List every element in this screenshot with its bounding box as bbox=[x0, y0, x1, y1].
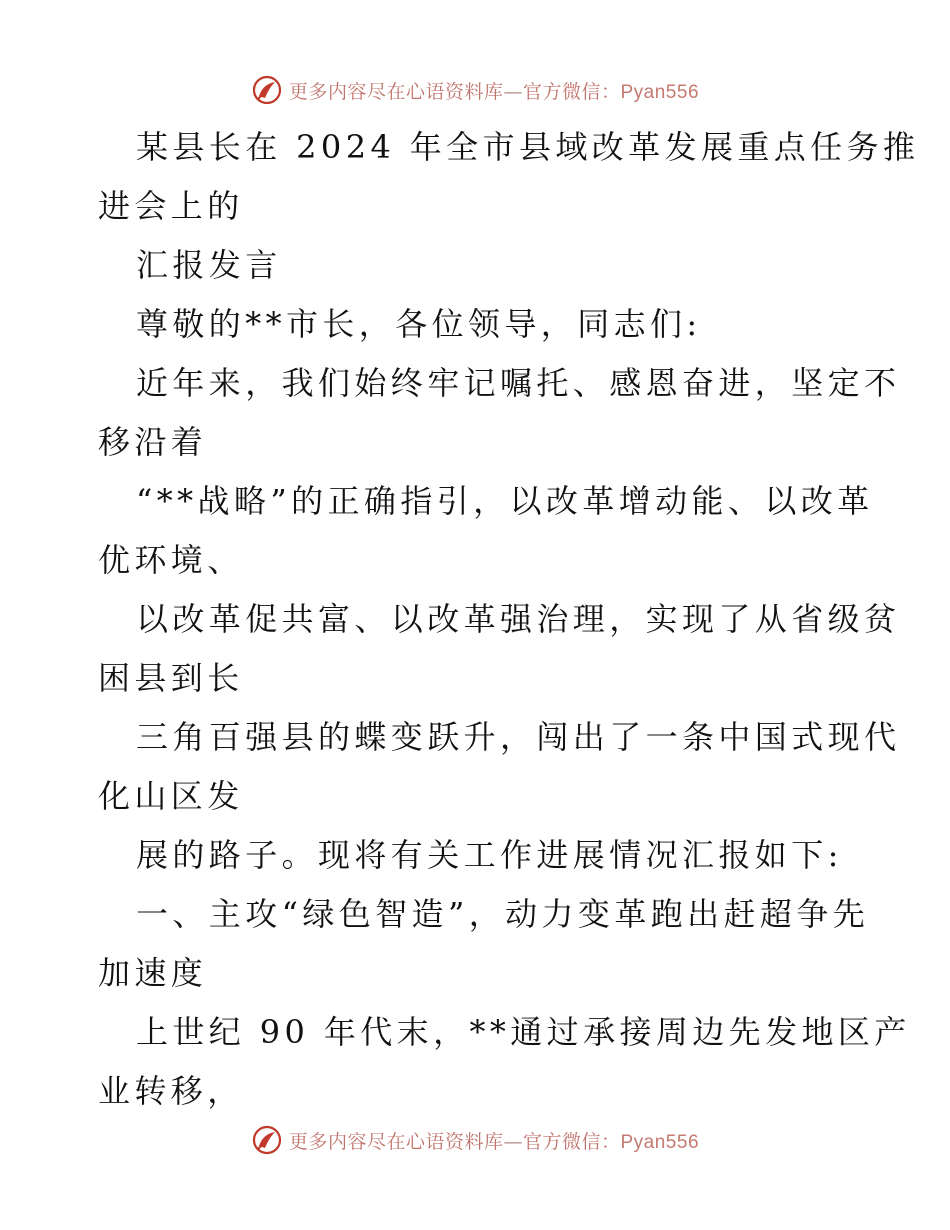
text-line: 困县到长 bbox=[98, 659, 244, 697]
text-line: 某县长在 2024 年全市县域改革发展重点任务推 bbox=[136, 128, 920, 166]
text-line: 上世纪 90 年代末，**通过承接周边先发地区产 bbox=[136, 1013, 911, 1051]
text-line: “**战略”的正确指引，以改革增动能、以改革 bbox=[136, 482, 874, 520]
header-watermark bbox=[0, 70, 950, 110]
text-line: 尊敬的**市长，各位领导，同志们: bbox=[136, 305, 702, 343]
watermark-text: 更多内容尽在心语资料库—官方微信：Pyan556 bbox=[288, 80, 700, 103]
text-line: 业转移， bbox=[98, 1072, 244, 1110]
text-line: 一、主攻“绿色智造”，动力变革跑出赶超争先 bbox=[136, 895, 870, 933]
text-line: 优环境、 bbox=[98, 541, 244, 579]
text-line: 以改革促共富、以改革强治理，实现了从省级贫 bbox=[136, 600, 901, 638]
watermark-text: 更多内容尽在心语资料库—官方微信：Pyan556 bbox=[288, 1130, 700, 1153]
brand-logo-icon bbox=[251, 1124, 283, 1156]
text-line: 三角百强县的蝶变跃升，闯出了一条中国式现代 bbox=[136, 718, 901, 756]
text-line: 进会上的 bbox=[98, 187, 244, 225]
text-line: 化山区发 bbox=[98, 777, 244, 815]
text-line: 汇报发言 bbox=[136, 246, 282, 284]
text-line: 近年来，我们始终牢记嘱托、感恩奋进，坚定不 bbox=[136, 364, 901, 402]
document-body bbox=[98, 118, 920, 1121]
text-line: 加速度 bbox=[98, 954, 208, 992]
brand-logo-icon bbox=[251, 74, 283, 106]
text-line: 展的路子。现将有关工作进展情况汇报如下: bbox=[136, 836, 843, 874]
footer-watermark bbox=[0, 1120, 950, 1160]
text-line: 移沿着 bbox=[98, 423, 208, 461]
